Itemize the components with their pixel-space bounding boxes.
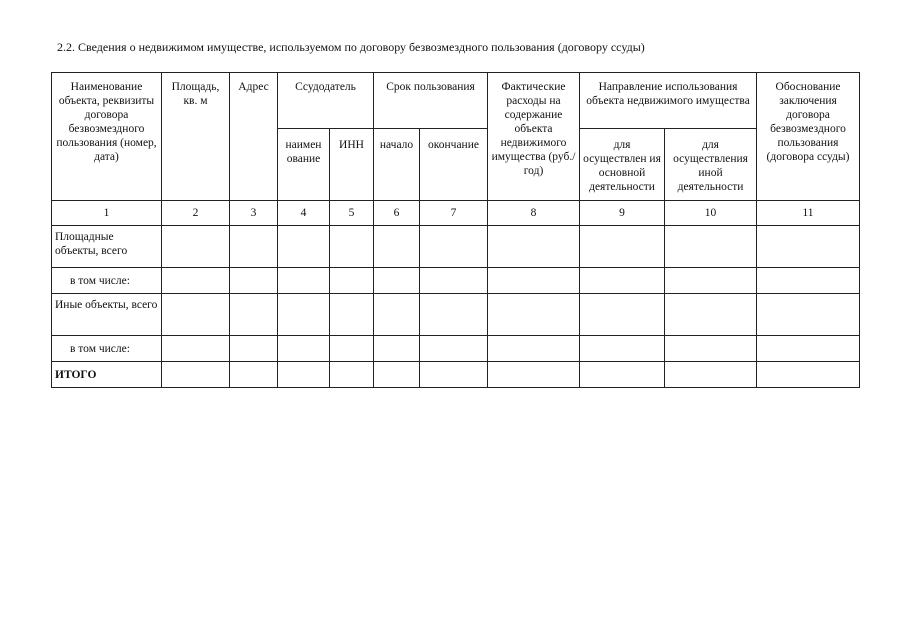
table-cell[interactable] [374, 362, 420, 388]
header-usage: Направление использования объекта недвижимого имущества [580, 73, 757, 129]
column-number: 9 [580, 201, 665, 226]
table-cell[interactable] [580, 336, 665, 362]
table-cell[interactable] [278, 362, 330, 388]
column-number: 5 [330, 201, 374, 226]
column-number: 6 [374, 201, 420, 226]
table-cell[interactable] [757, 226, 860, 268]
header-lender-inn: ИНН [330, 129, 374, 201]
table-cell[interactable] [374, 268, 420, 294]
table-row [52, 268, 860, 294]
table-cell[interactable] [162, 268, 230, 294]
table-cell[interactable] [488, 336, 580, 362]
table-cell[interactable] [374, 226, 420, 268]
table-cell[interactable] [580, 268, 665, 294]
header-name: Наименование объекта, реквизиты договора безвозмездного пользования (номер, дата) [52, 73, 162, 201]
property-table [51, 72, 860, 388]
table-cell[interactable] [488, 226, 580, 268]
table-cell[interactable] [330, 226, 374, 268]
table-cell[interactable] [420, 336, 488, 362]
table-cell[interactable] [757, 336, 860, 362]
table-cell[interactable] [330, 268, 374, 294]
row-label: Площадные объекты, всего [52, 226, 162, 268]
table-cell[interactable] [278, 268, 330, 294]
table-cell[interactable] [757, 294, 860, 336]
table-cell[interactable] [230, 294, 278, 336]
row-label: в том числе: [52, 268, 162, 294]
table-cell[interactable] [230, 362, 278, 388]
table-cell[interactable] [278, 336, 330, 362]
table-cell[interactable] [665, 336, 757, 362]
header-usage-main: для осуществлен ия основной деятельности [580, 129, 665, 201]
column-number: 3 [230, 201, 278, 226]
table-cell[interactable] [420, 294, 488, 336]
table-cell[interactable] [757, 362, 860, 388]
table-cell[interactable] [330, 336, 374, 362]
table-cell[interactable] [162, 362, 230, 388]
header-lender-name: наимен ование [278, 129, 330, 201]
header-usage-other: для осуществления иной деятельности [665, 129, 757, 201]
section-heading: 2.2. Сведения о недвижимом имуществе, используемом по договору безвозмездного пользования (договору ссуды) [57, 40, 645, 54]
table-cell[interactable] [374, 336, 420, 362]
table-cell[interactable] [580, 362, 665, 388]
column-number: 1 [52, 201, 162, 226]
column-number: 7 [420, 201, 488, 226]
header-address: Адрес [230, 73, 278, 201]
row-label: Иные объекты, всего [52, 294, 162, 336]
header-term-start: начало [374, 129, 420, 201]
table-cell[interactable] [420, 362, 488, 388]
table-cell[interactable] [374, 294, 420, 336]
table-cell[interactable] [330, 294, 374, 336]
table-cell[interactable] [162, 226, 230, 268]
table-cell[interactable] [665, 226, 757, 268]
table-cell[interactable] [162, 336, 230, 362]
table-cell[interactable] [162, 294, 230, 336]
header-term-end: окончание [420, 129, 488, 201]
table-cell[interactable] [420, 226, 488, 268]
table-row [52, 336, 860, 362]
table-cell[interactable] [230, 268, 278, 294]
table-cell[interactable] [757, 268, 860, 294]
table-cell[interactable] [580, 294, 665, 336]
table-cell[interactable] [580, 226, 665, 268]
table-cell[interactable] [420, 268, 488, 294]
column-number: 10 [665, 201, 757, 226]
column-number: 11 [757, 201, 860, 226]
table-cell[interactable] [230, 336, 278, 362]
table-cell[interactable] [278, 226, 330, 268]
column-number: 4 [278, 201, 330, 226]
table-row [52, 362, 860, 388]
table-cell[interactable] [488, 362, 580, 388]
table-cell[interactable] [230, 226, 278, 268]
table-row [52, 226, 860, 268]
header-basis: Обоснование заключения договора безвозмездного пользования (договора ссуды) [757, 73, 860, 201]
table-cell[interactable] [665, 294, 757, 336]
header-expenses: Фактические расходы на содержание объекта недвижимого имущества (руб./год) [488, 73, 580, 201]
row-label-total: ИТОГО [52, 362, 162, 388]
table-cell[interactable] [330, 362, 374, 388]
header-area: Площадь, кв. м [162, 73, 230, 201]
column-number: 8 [488, 201, 580, 226]
header-lender: Ссудодатель [278, 73, 374, 129]
table-row [52, 294, 860, 336]
table-cell[interactable] [665, 268, 757, 294]
header-term: Срок пользования [374, 73, 488, 129]
table-cell[interactable] [488, 294, 580, 336]
table-cell[interactable] [488, 268, 580, 294]
column-number: 2 [162, 201, 230, 226]
table-cell[interactable] [665, 362, 757, 388]
table-cell[interactable] [278, 294, 330, 336]
row-label: в том числе: [52, 336, 162, 362]
